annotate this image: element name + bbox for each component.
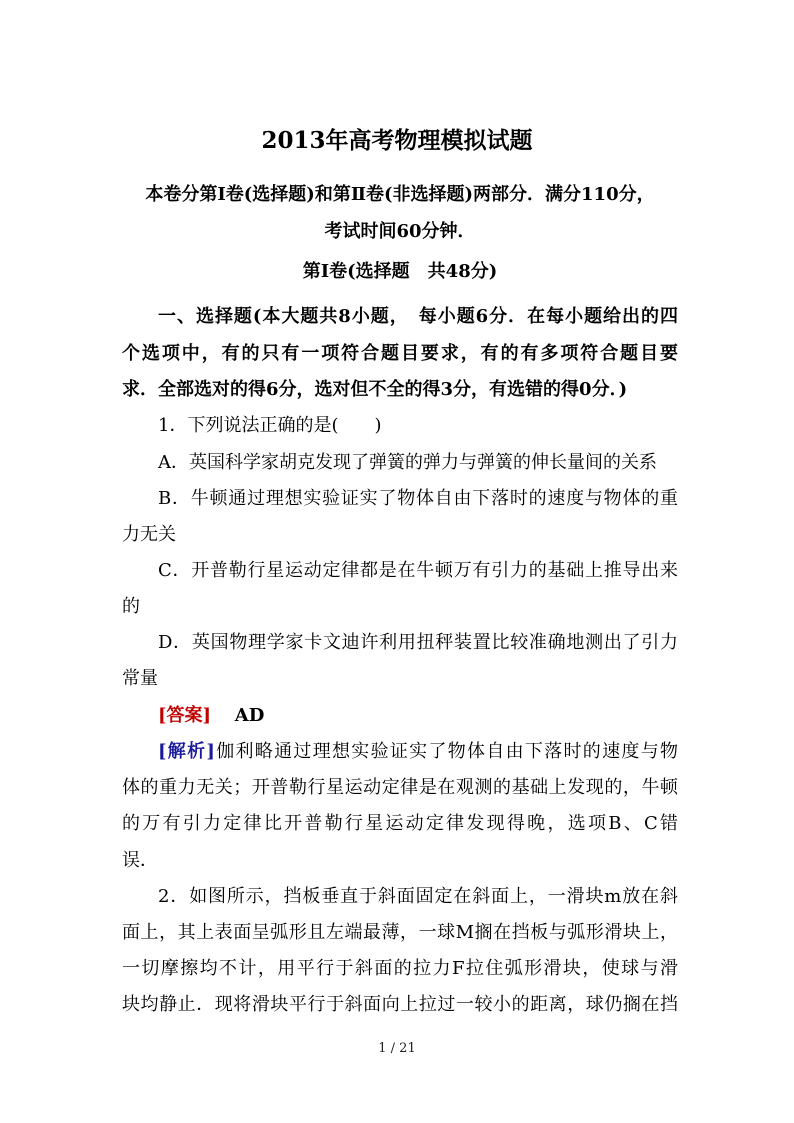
- question-1-option-c-line-1: C．开普勒行星运动定律都是在牛顿万有引力的基础上推导出来: [158, 560, 678, 581]
- analysis-line-3: 的万有引力定律比开普勒行星运动定律发现得晚，选项B、C错: [122, 813, 678, 834]
- answer-line: [158, 704, 678, 728]
- question-2-line-1: 2．如图所示，挡板垂直于斜面固定在斜面上，一滑块m放在斜: [158, 886, 678, 907]
- exam-intro-line-2: 考试时间60分钟．: [324, 221, 476, 242]
- question-1-option-b-line-1: B．牛顿通过理想实验证实了物体自由下落时的速度与物体的重: [158, 488, 678, 509]
- analysis-line-1: [158, 740, 678, 764]
- document-title: 2013年高考物理模拟试题: [261, 127, 533, 154]
- analysis-line-2: 体的重力无关；开普勒行星运动定律是在观测的基础上发现的，牛顿: [122, 777, 678, 798]
- page-number: 1 / 21: [378, 1041, 416, 1056]
- answer-value: AD: [234, 705, 265, 726]
- section-heading: 第Ⅰ卷(选择题 共48分): [302, 261, 498, 282]
- question-2-line-3: 一切摩擦均不计，用平行于斜面的拉力F拉住弧形滑块，使球与滑: [122, 958, 678, 979]
- question-1-stem: 1．下列说法正确的是( ): [158, 415, 382, 436]
- analysis-line-4: 误．: [122, 850, 158, 871]
- instruction-line-1: 一、选择题(本大题共8小题， 每小题6分．在每小题给出的四: [158, 306, 678, 327]
- analysis-tag: [解析]: [158, 741, 215, 762]
- instruction-line-3: 求．全部选对的得6分，选对但不全的得3分，有选错的得0分．): [122, 379, 628, 400]
- exam-intro-line-1: 本卷分第Ⅰ卷(选择题)和第Ⅱ卷(非选择题)两部分．满分110分，: [145, 184, 655, 205]
- question-1-option-b-line-2: 力无关: [122, 524, 176, 545]
- question-1-option-c-line-2: 的: [122, 596, 140, 617]
- question-2-line-2: 面上，其上表面呈弧形且左端最薄，一球M搁在挡板与弧形滑块上，: [122, 922, 678, 943]
- question-1-option-d-line-2: 常量: [122, 668, 158, 689]
- instruction-line-2: 个选项中，有的只有一项符合题目要求，有的有多项符合题目要: [122, 343, 678, 364]
- question-1-option-d-line-1: D．英国物理学家卡文迪许利用扭秤装置比较准确地测出了引力: [158, 632, 678, 653]
- question-1-option-a: A．英国科学家胡克发现了弹簧的弹力与弹簧的伸长量间的关系: [158, 452, 657, 473]
- analysis-text-1: 伽利略通过理想实验证实了物体自由下落时的速度与物: [214, 741, 678, 762]
- answer-tag: [答案]: [158, 705, 212, 726]
- question-2-line-4: 块均静止．现将滑块平行于斜面向上拉过一较小的距离，球仍搁在挡: [122, 994, 678, 1015]
